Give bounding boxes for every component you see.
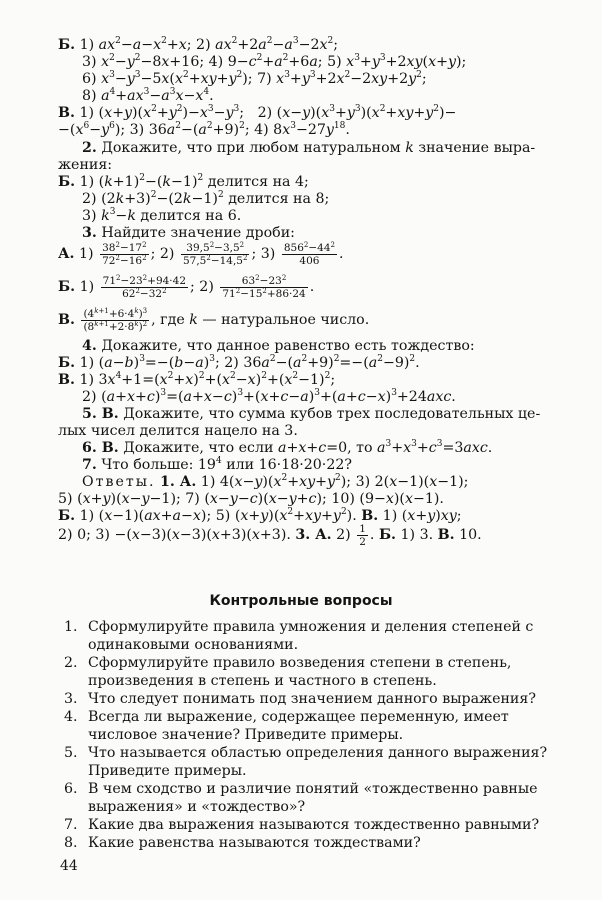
question-item [64, 816, 564, 834]
ex3-v-line: В. $\frac{(4^{k+1}+6\cdot 4^k)^3}{(8^{k+1}+2\cdot 8^k)^2}$ , где k — натуральное число. [58, 306, 370, 333]
question-item [64, 618, 564, 654]
ex1-b-line-3: 6) $x^3-y^3-5x(x^2+xy+y^2)$; 7) $x^3+y^3+2x^2-2xy+2y^2$; [82, 70, 427, 87]
ex3-b-line: Б. 1) $\frac{71^2-23^2+94\cdot 42}{62^2-32^2}$ ; 2) $\frac{63^2-23^2}{71^2-15^2+86\cdot 24}$ . [58, 273, 315, 300]
ex1-b-line-2: 3) $x^2-y^2-8x+16$; 4) $9-c^2+a^2+6a$; 5) $x^3+y^3+2xy(x+y)$; [82, 53, 467, 70]
ex4-line-1: 4. Докажите, что данное равенство есть тождество: [82, 338, 475, 354]
answers-line-4: 2) 0; 3) −(x−3)(x−3)(x+3)(x+3). 3. А. 2) $\frac{1}{2}$ . Б. 1) 3. В. 10. [58, 522, 482, 548]
question-text: Что называется областью определения данного выражения? Приведите примеры. [88, 745, 548, 779]
question-number: 7. [64, 817, 78, 833]
ex7-line: 7. Что больше: $19^4$ или 16·18·20·22? [82, 456, 352, 473]
question-number: 2. [64, 655, 78, 671]
answers-line-2: 5) (x+y)(x−y−1); 7) (x−y−c)(x−y+c); 10) (9−x)(x−1). [58, 491, 444, 507]
ex4-b-line: Б. 1) $(a-b)^3=-(b-a)^3$; 2) $36a^2-(a^2+9)^2=-(a^2-9)^2$. [58, 354, 420, 371]
ex2-line-2: жения: [58, 157, 113, 173]
question-item [64, 654, 564, 690]
ex5-line-1: 5. В. Докажите, что сумма кубов трех последовательных це- [82, 406, 541, 422]
question-number: 8. [64, 835, 78, 851]
ex1-v-line-1: В. 1) $(x+y)(x^2+y^2)-x^3-y^3$; 2) $(x-y)(x^3+y^3)(x^2+xy+y^2)-$ [58, 104, 457, 121]
ex2-b-line-1: Б. 1) $(k+1)^2-(k-1)^2$ делится на 4; [58, 173, 309, 190]
ex4-v-line-1: В. 1) $3x^4+1=(x^2+x)^2+(x^2-x)^2+(x^2-1)^2$; [58, 371, 336, 388]
ex2-line-1: 2. Докажите, что при любом натуральном k значение выра- [82, 140, 536, 156]
ex1-v-line-2: $-(x^6-y^6)$; 3) $36a^2-(a^2+9)^2$; 4) $8x^3-27y^{18}$. [58, 121, 350, 138]
question-item [64, 690, 564, 708]
question-number: 4. [64, 709, 78, 725]
ex1-b-line-4: 8) $a^4+ax^3-a^3x-x^4$. [82, 87, 214, 104]
answers-line-3: Б. 1) (x−1)(ax+a−x); 5) $(x+y)(x^2+xy+y^2)$. В. 1) (x+y)xy; [58, 507, 462, 524]
question-text: Какие равенства называются тождествами? [88, 835, 421, 851]
question-item [64, 780, 564, 816]
page-number: 44 [60, 858, 78, 874]
question-number: 6. [64, 781, 78, 797]
question-text: Сформулируйте правила умножения и деления степеней с одинаковыми основаниями. [88, 619, 534, 653]
question-item [64, 834, 564, 852]
question-text: Сформулируйте правило возведения степени в степень, произведения в степень и частного в степень. [88, 655, 512, 689]
ex1-b-line-1: Б. 1) $ax^2-a-x^2+x$; 2) $ax^2+2a^2-a^3-2x^2$; [58, 36, 339, 53]
answers-line-1: Ответы. 1. А. 1) $4(x-y)(x^2+xy+y^2)$; 3) 2(x−1)(x−1); [82, 473, 469, 490]
question-number: 5. [64, 745, 78, 761]
ex6-line: 6. В. Докажите, что если a+x+c=0, то $a^3+x^3+c^3=3axc$. [82, 439, 493, 456]
section-title: Контрольные вопросы [209, 593, 393, 609]
ex5-line-2: лых чисел делится нацело на 3. [58, 423, 298, 439]
ex2-b-line-3: 3) $k^3-k$ делится на 6. [82, 207, 242, 224]
ex3-a-line: А. 1) $\frac{38^2-17^2}{72^2-16^2}$ ; 2) $\frac{39,5^2-3,5^2}{57,5^2-14,5^2}$ ; 3) $\frac{856^2-44^2}{406}$ . [58, 240, 344, 267]
question-number: 3. [64, 691, 78, 707]
ex4-v-line-2: 2) $(a+x+c)^3=(a+x-c)^3+(x+c-a)^3+(a+c-x)^3+24axc$. [82, 388, 456, 405]
ex3-line-1: 3. Найдите значение дроби: [82, 225, 295, 241]
question-text: Что следует понимать под значением данного выражения? [88, 691, 536, 707]
question-text: В чем сходство и различие понятий «тождественно равные выражения» и «тождество»? [88, 781, 538, 815]
question-number: 1. [64, 619, 78, 635]
question-text: Какие два выражения называются тождественно равными? [88, 817, 540, 833]
question-item [64, 744, 564, 780]
question-item [64, 708, 564, 744]
question-text: Всегда ли выражение, содержащее переменную, имеет числовое значение? Приведите примеры. [88, 709, 509, 743]
ex2-b-line-2: 2) $(2k+3)^2-(2k-1)^2$ делится на 8; [82, 190, 330, 207]
